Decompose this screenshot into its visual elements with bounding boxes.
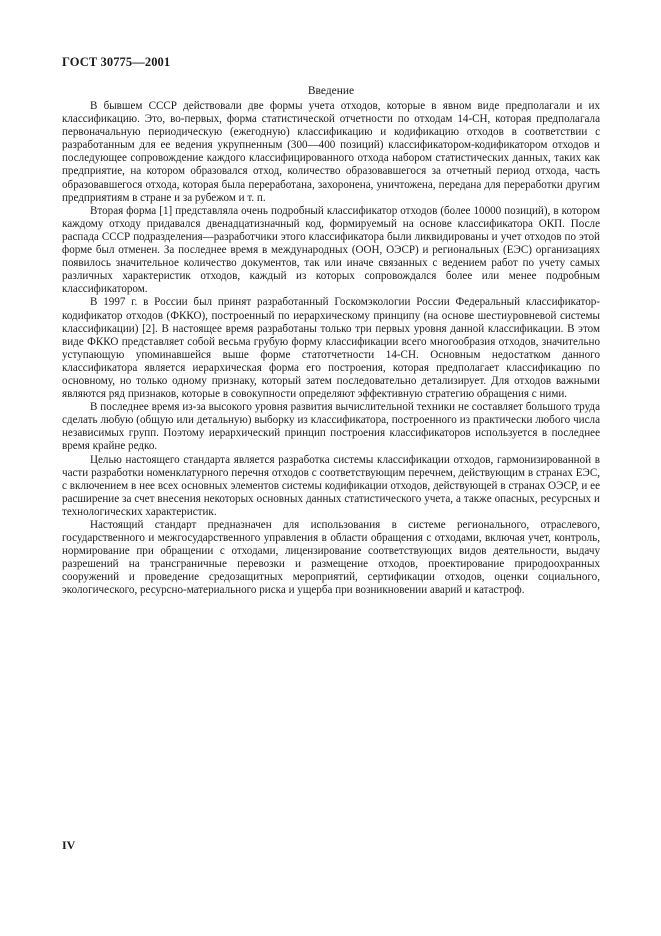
paragraph: Вторая форма [1] представляла очень подробный классификатор отходов (более 10000 позиций), в котором каждому отходу придавался двенадцатизначный код, формируемый на основе классификатора ОКП. После распада СССР подразделения—разработчики этого классификатора были ликвидированы и учет отходов по этой форме был отменен. За последнее время в международных (ООН, ОЭСР) и региональных (ЕЭС) организациях появилось значительное количество документов, так или иначе связанных с ведением работ по учету самых различных характеристик отходов, каждый из которых сопровождался более или менее подробным классификатором. <box>62 204 600 296</box>
body-text <box>62 100 600 598</box>
paragraph: В бывшем СССР действовали две формы учета отходов, которые в явном виде предполагали и их классификацию. Это, во-первых, форма статистической отчетности по отходам 14-СН, которая предполагала первоначальную периодическую (ежегодную) классификацию и кодификацию отходов в соответствии с разработанным для ее ведения укрупненным (300—400 позиций) классификатором-кодификатором отходов и последующее сопровождение каждого классифицированного отхода набором статистических данных, таких как предприятие, на котором образовался отход, количество образовавшегося за отчетный период отхода, часть образовавшегося отхода, которая была переработана, захоронена, уничтожена, передана для переработки другим предприятиям в стране и за рубежом и т. п. <box>62 100 600 204</box>
paragraph: Настоящий стандарт предназначен для использования в системе регионального, отраслевого, государственного и межгосударственного управления в области обращения с отходами, включая учет, контроль, нормирование при обращении с отходами, лицензирование соответствующих видов деятельности, выдачу разрешений на трансграничные перевозки и размещение отходов, проектирование природоохранных сооружений и проведение средозащитных мероприятий, сертификации отходов, оценки социального, экологического, ресурсно-материального риска и ущерба при возникновении аварий и катастроф. <box>62 519 600 597</box>
paragraph: Целью настоящего стандарта является разработка системы классификации отходов, гармонизированной в части разработки номенклатурного перечня отходов с соответствующим перечнем, действующим в странах ЕЭС, с включением в нее всех основных элементов системы кодификации отходов, действующей в странах ОЭСР, и ее расширение за счет внесения некоторых основных данных статистического учета, а также опасных, ресурсных и технологических характеристик. <box>62 453 600 518</box>
paragraph: В 1997 г. в России был принят разработанный Госкомэкологии России Федеральный классификатор-кодификатор отходов (ФККО), построенный по иерархическому принципу (на основе шестиуровневой системы классификации) [2]. В настоящее время разработаны только три первых уровня данной классификации. В этом виде ФККО представляет собой весьма грубую форму классификации всего многообразия отходов, значительно уступающую упоминавшейся выше форме статотчетности 14-СН. Основным недостатком данного классификатора является иерархическая форма его построения, которая предполагает классификацию по основному, но только одному признаку, который затем последовательно детализирует. Для отходов важными являются ряд признаков, которые в совокупности определяют эффективную стратегию обращения с ними. <box>62 296 600 401</box>
document-code: ГОСТ 30775—2001 <box>62 55 171 69</box>
page-number: IV <box>62 838 76 852</box>
paragraph: В последнее время из-за высокого уровня развития вычислительной техники не составляет большого труда сделать любую (общую или детальную) выборку из классификатора, построенного из практически любого числа независимых групп. Поэтому иерархический принцип построения классификаторов используется в последнее время крайне редко. <box>62 401 600 453</box>
section-title: Введение <box>307 85 355 97</box>
